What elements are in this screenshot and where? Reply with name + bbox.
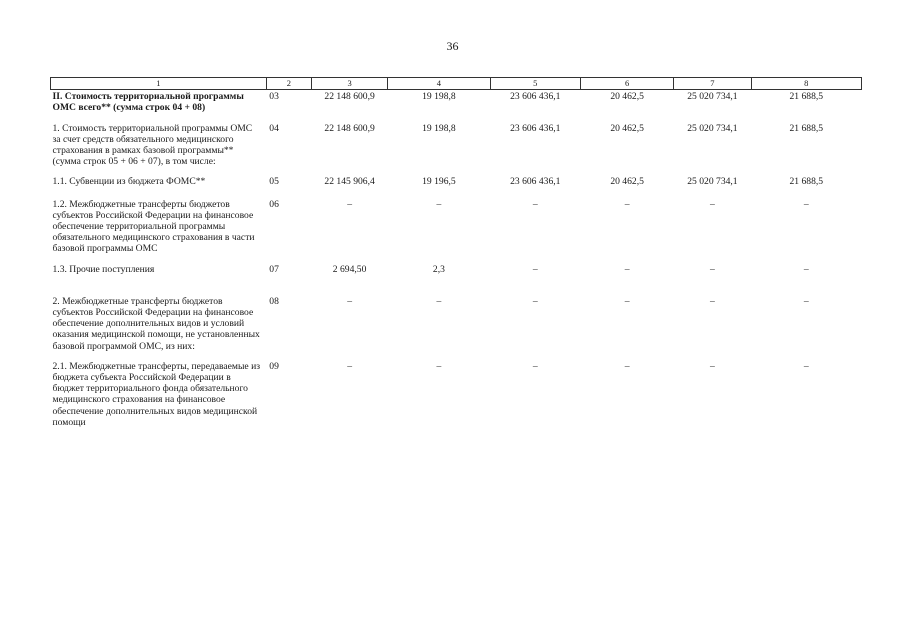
row-value: – bbox=[532, 198, 538, 210]
row-value: – bbox=[710, 263, 715, 275]
table-row bbox=[51, 295, 862, 360]
row-value: – bbox=[624, 295, 630, 307]
row-value: – bbox=[347, 198, 352, 210]
row-code: 06 bbox=[269, 198, 279, 210]
table-row bbox=[51, 360, 862, 428]
row-value: – bbox=[803, 263, 809, 275]
row-value: 22 148 600,9 bbox=[324, 91, 375, 103]
row-value: – bbox=[436, 295, 442, 307]
header-cell-8: 8 bbox=[751, 78, 861, 90]
row-value: – bbox=[624, 263, 630, 275]
row-code: 08 bbox=[269, 295, 279, 307]
table-row bbox=[51, 263, 862, 295]
table-row bbox=[51, 198, 862, 263]
header-cell-4: 4 bbox=[388, 78, 490, 90]
row-value: – bbox=[347, 360, 352, 372]
row-name: 1.2. Межбюджетные трансферты бюджетов субъектов Российской Федерации на финансовое обеспечение территориальной программы обязательного медицинского страхования в части базовой программы ОМС bbox=[52, 198, 255, 255]
row-value: – bbox=[710, 360, 715, 372]
row-value: – bbox=[803, 295, 809, 307]
row-value: 21 688,5 bbox=[789, 91, 824, 103]
row-name: II. Стоимость территориальной программы ОМС всего** (сумма строк 04 + 08) bbox=[52, 91, 244, 114]
row-value: 23 606 436,1 bbox=[510, 91, 561, 103]
row-value: – bbox=[624, 360, 630, 372]
row-name: 1.1. Субвенции из бюджета ФОМС** bbox=[52, 176, 206, 188]
row-value: – bbox=[532, 295, 538, 307]
row-value: – bbox=[803, 198, 809, 210]
row-value: 25 020 734,1 bbox=[687, 176, 738, 188]
row-value: 25 020 734,1 bbox=[687, 122, 738, 134]
row-value: – bbox=[624, 198, 630, 210]
header-cell-3: 3 bbox=[311, 78, 387, 90]
row-value: – bbox=[436, 360, 442, 372]
row-value: 23 606 436,1 bbox=[510, 176, 561, 188]
header-cell-7: 7 bbox=[674, 78, 751, 90]
row-value: 19 198,8 bbox=[422, 91, 456, 103]
table-row bbox=[51, 122, 862, 176]
header-cell-6: 6 bbox=[580, 78, 673, 90]
row-value: 21 688,5 bbox=[789, 176, 824, 188]
page-number: 36 bbox=[446, 39, 459, 53]
row-name: 1. Стоимость территориальной программы ОМС за счет средств обязательного медицинского страхования в рамках базовой программы** (сумма строк 05 + 06 + 07), в том числе: bbox=[52, 122, 253, 168]
row-code: 05 bbox=[269, 176, 279, 188]
row-code: 09 bbox=[269, 360, 279, 372]
row-name: 1.3. Прочие поступления bbox=[52, 263, 155, 275]
budget-table bbox=[50, 77, 862, 428]
row-code: 04 bbox=[269, 122, 279, 134]
row-value: 2 694,50 bbox=[332, 263, 367, 275]
row-value: – bbox=[436, 198, 442, 210]
table-row bbox=[51, 175, 862, 197]
row-value: 21 688,5 bbox=[789, 122, 824, 134]
row-value: – bbox=[803, 360, 809, 372]
row-value: 25 020 734,1 bbox=[687, 91, 738, 103]
row-value: 2,3 bbox=[432, 263, 445, 275]
row-value: – bbox=[347, 295, 352, 307]
row-value: – bbox=[710, 198, 715, 210]
row-value: 20 462,5 bbox=[610, 176, 644, 188]
row-value: 19 196,5 bbox=[422, 176, 456, 188]
row-code: 03 bbox=[269, 91, 279, 103]
row-value: 19 198,8 bbox=[422, 122, 456, 134]
row-value: 20 462,5 bbox=[610, 91, 644, 103]
header-row bbox=[51, 78, 862, 90]
row-value: 22 148 600,9 bbox=[324, 122, 375, 134]
row-name: 2. Межбюджетные трансферты бюджетов субъектов Российской Федерации на финансовое обеспечение дополнительных видов и условий оказания медицинской помощи, не установленных базовой программой ОМС, из них: bbox=[52, 295, 260, 352]
row-name: 2.1. Межбюджетные трансферты, передаваемые из бюджета субъекта Российской Федерации в бюджет территориального фонда обязательного медицинского страхования на финансовое обеспечение дополнительных видов медицинской помощи bbox=[52, 360, 261, 428]
table-row bbox=[51, 90, 862, 122]
row-value: – bbox=[532, 360, 538, 372]
row-value: 20 462,5 bbox=[610, 122, 644, 134]
row-value: – bbox=[532, 263, 538, 275]
row-code: 07 bbox=[269, 263, 279, 275]
row-value: 22 145 906,4 bbox=[324, 176, 375, 188]
header-cell-1: 1 bbox=[51, 78, 267, 90]
header-cell-2: 2 bbox=[266, 78, 311, 90]
header-cell-5: 5 bbox=[490, 78, 580, 90]
row-value: – bbox=[710, 295, 715, 307]
row-value: 23 606 436,1 bbox=[510, 122, 561, 134]
